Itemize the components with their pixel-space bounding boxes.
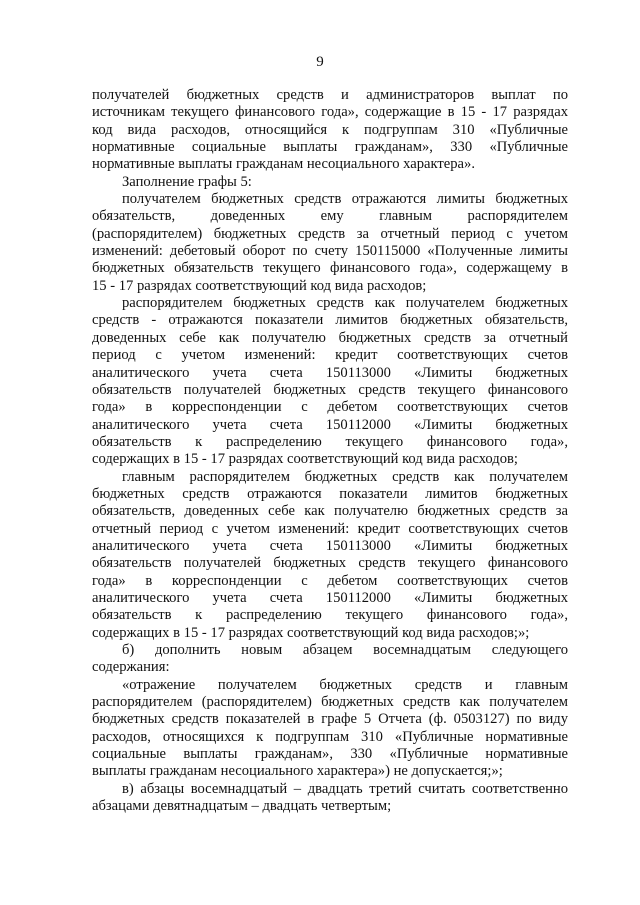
page-number: 9 <box>316 54 324 70</box>
text-line: абзацами девятнадцатым – двадцать четвертым; <box>92 798 392 815</box>
text-line: обязательств, доведенных ему главным распорядителем <box>92 208 568 225</box>
text-line: 15 - 17 разрядах соответствующий код вида расходов; <box>92 277 427 294</box>
text-line: года» в корреспонденции с дебетом соответствующих счетов <box>92 572 568 589</box>
text-line: обязательств к распределению текущего финансового года», <box>92 607 568 624</box>
text-line: социальные выплаты гражданам», 330 «Публичные нормативные <box>92 746 568 763</box>
text-line: аналитического учета счета 150113000 «Лимиты бюджетных <box>92 537 568 554</box>
text-line: аналитического учета счета 150113000 «Лимиты бюджетных <box>92 364 568 381</box>
text-line: года» в корреспонденции с дебетом соответствующих счетов <box>92 399 568 416</box>
text-line: обязательств получателей бюджетных средств текущего финансового <box>92 381 568 398</box>
text-line: содержания: <box>92 659 170 676</box>
text-line: отчетный период с учетом изменений: кредит соответствующих счетов <box>92 520 568 537</box>
text-line: изменений: дебетовый оборот по счету 150115000 «Полученные лимиты <box>92 243 568 260</box>
text-line: главным распорядителем бюджетных средств как получателем <box>122 468 568 485</box>
text-line: средств - отражаются показатели лимитов бюджетных обязательств, <box>92 312 568 329</box>
text-line: бюджетных обязательств текущего финансового года», содержащему в <box>92 260 568 277</box>
text-line: обязательств к распределению текущего финансового года», <box>92 433 568 450</box>
text-line: бюджетных средств отражаются показатели лимитов бюджетных <box>92 485 568 502</box>
text-line: выплаты гражданам несоциального характера») не допускается;»; <box>92 763 503 780</box>
text-line: в) абзацы восемнадцатый – двадцать третий считать соответственно <box>122 780 568 797</box>
text-line: нормативные выплаты гражданам несоциального характера». <box>92 156 475 173</box>
text-line: расходов, относящихся к подгруппам 310 «Публичные нормативные <box>92 728 568 745</box>
text-line: (распорядителем) бюджетных средств за отчетный период с учетом <box>92 225 568 242</box>
text-line: нормативные социальные выплаты гражданам», 330 «Публичные <box>92 139 568 156</box>
text-line: распорядителем бюджетных средств как получателем бюджетных <box>122 295 568 312</box>
text-line: «отражение получателем бюджетных средств и главным <box>122 676 568 693</box>
text-line: период с учетом изменений: кредит соответствующих счетов <box>92 347 568 364</box>
text-line: бюджетных средств показателей в графе 5 Отчета (ф. 0503127) по виду <box>92 711 568 728</box>
text-line: содержащих в 15 - 17 разрядах соответствующий код вида расходов; <box>92 451 518 468</box>
text-line: доведенных себе как получателю бюджетных средств за отчетный <box>92 329 568 346</box>
text-line: получателем бюджетных средств отражаются лимиты бюджетных <box>122 191 568 208</box>
text-line: аналитического учета счета 150112000 «Лимиты бюджетных <box>92 416 568 433</box>
text-line: б) дополнить новым абзацем восемнадцатым следующего <box>122 642 568 658</box>
text-line: код вида расходов, относящийся к подгруппам 310 «Публичные <box>92 121 568 138</box>
text-line: получателей бюджетных средств и администраторов выплат по <box>92 87 568 103</box>
text-line: распорядителем (распорядителем) бюджетных средств как получателем <box>92 694 568 711</box>
text-line: обязательств, доведенных себе как получателю бюджетных средств за <box>92 503 568 520</box>
text-line: источникам текущего финансового года», содержащие в 15 - 17 разрядах <box>92 104 568 121</box>
text-line: аналитического учета счета 150112000 «Лимиты бюджетных <box>92 589 568 606</box>
text-line: содержащих в 15 - 17 разрядах соответствующий код вида расходов;»; <box>92 624 530 641</box>
text-line: Заполнение графы 5: <box>122 173 252 190</box>
document-body <box>92 87 568 815</box>
text-line: обязательств получателей бюджетных средств текущего финансового <box>92 555 568 572</box>
